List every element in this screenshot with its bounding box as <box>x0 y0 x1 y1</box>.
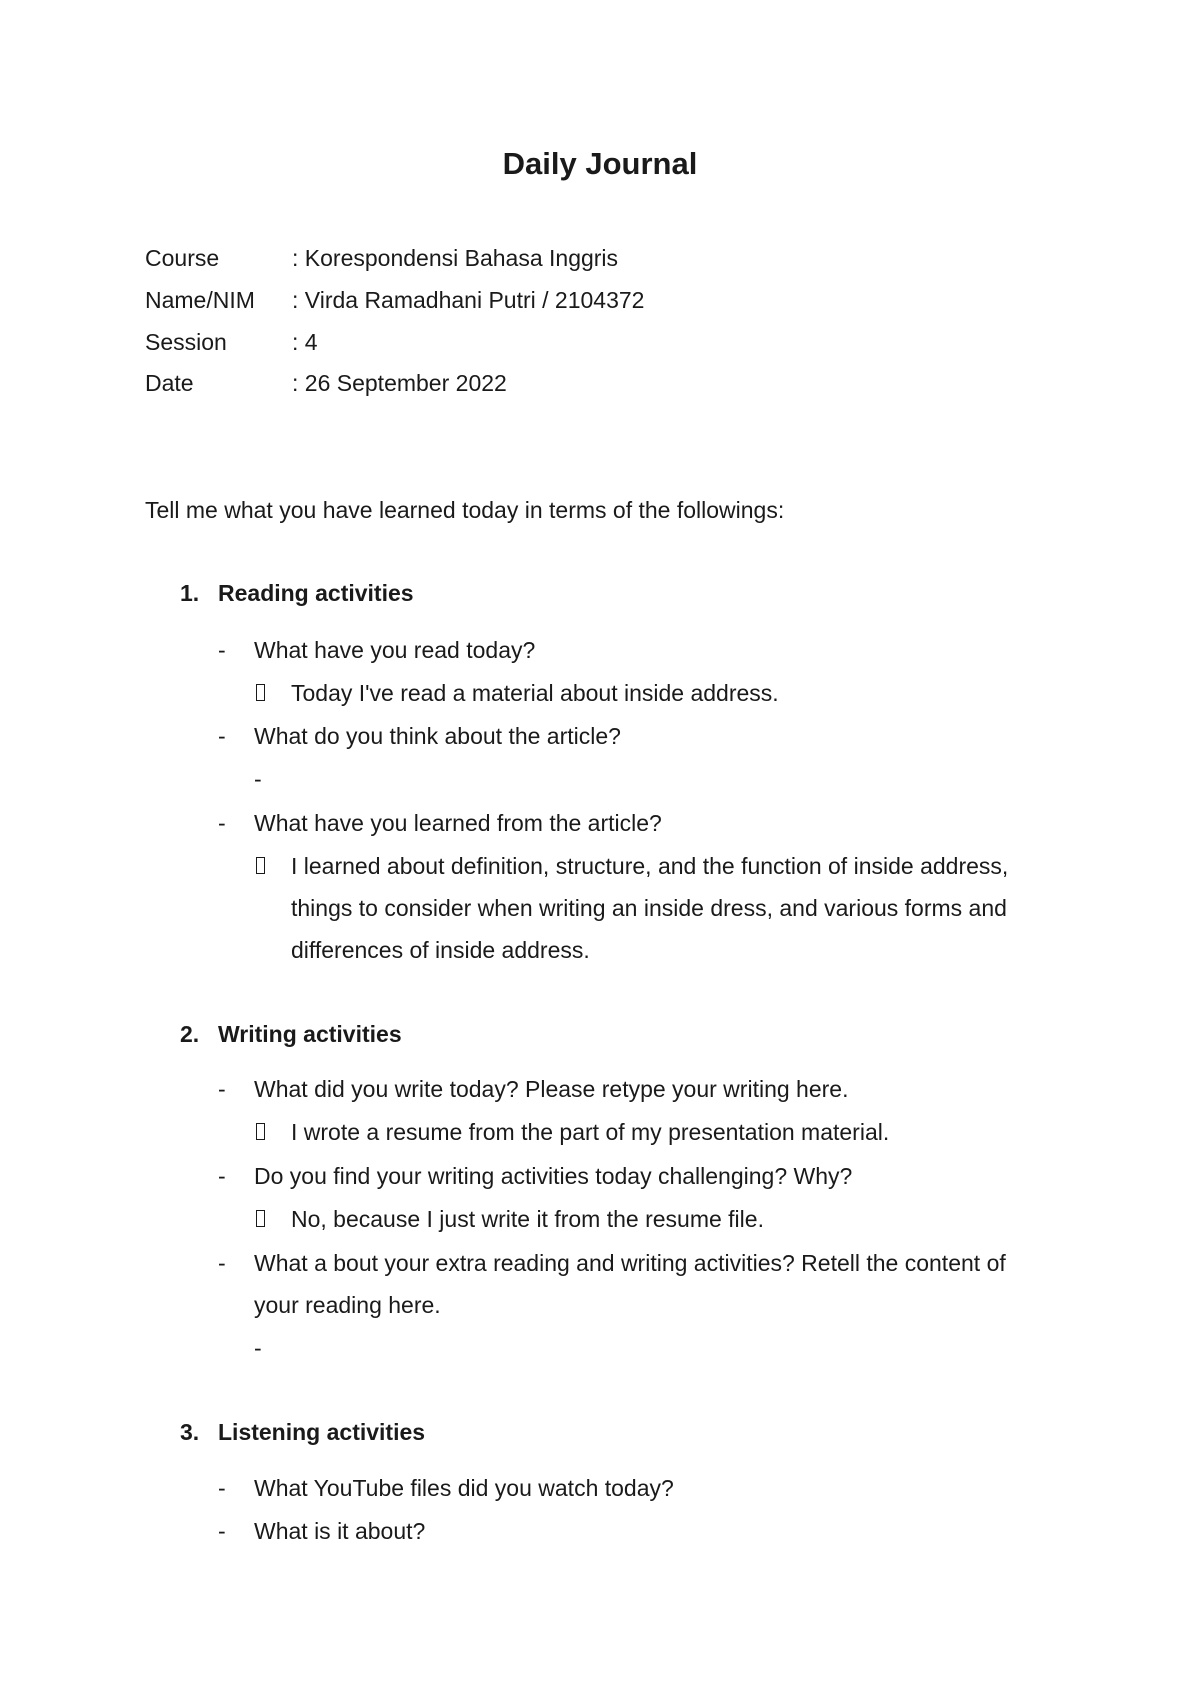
answer-bullet-icon <box>256 857 265 874</box>
answer-text: No, because I just write it from the resume file. <box>291 1206 764 1232</box>
answer-text: differences of inside address. <box>291 937 590 963</box>
answer-text: things to consider when writing an inside dress, and various forms and <box>291 895 1007 921</box>
section-number: 2. <box>180 1021 200 1047</box>
meta-value: : Korespondensi Bahasa Inggris <box>292 245 619 271</box>
meta-session <box>145 327 318 357</box>
question-text: your reading here. <box>254 1292 441 1318</box>
question-text: What did you write today? Please retype your writing here. <box>254 1076 849 1102</box>
intro-text: Tell me what you have learned today in terms of the followings: <box>145 497 785 523</box>
question-dash: - <box>218 810 226 836</box>
meta-date <box>145 368 507 398</box>
question-text: What YouTube files did you watch today? <box>254 1475 674 1501</box>
page-title: Daily Journal <box>502 146 698 181</box>
answer-bullet-icon <box>256 1210 265 1227</box>
answer-text: - <box>254 1335 262 1361</box>
meta-value: : 26 September 2022 <box>292 370 507 396</box>
answer-text: Today I've read a material about inside address. <box>291 680 779 706</box>
question-dash: - <box>218 1163 226 1189</box>
answer-text: - <box>254 766 262 792</box>
meta-label: Date <box>145 370 194 396</box>
section-heading-listening: Listening activities <box>218 1419 426 1445</box>
meta-name-nim <box>145 285 644 315</box>
question-dash: - <box>218 1076 226 1102</box>
question-text: What is it about? <box>254 1518 426 1544</box>
question-text: What do you think about the article? <box>254 723 621 749</box>
meta-value: : 4 <box>292 329 318 355</box>
section-number: 3. <box>180 1419 200 1445</box>
answer-bullet-icon <box>256 684 265 701</box>
question-text: What a bout your extra reading and writing activities? Retell the content of <box>254 1250 1006 1276</box>
question-text: Do you find your writing activities today challenging? Why? <box>254 1163 853 1189</box>
question-dash: - <box>218 1518 226 1544</box>
section-heading-reading: Reading activities <box>218 580 414 606</box>
section-heading-writing: Writing activities <box>218 1021 402 1047</box>
answer-bullet-icon <box>256 1123 265 1140</box>
meta-label: Name/NIM <box>145 287 255 313</box>
question-dash: - <box>218 1475 226 1501</box>
meta-label: Course <box>145 245 220 271</box>
answer-text: I wrote a resume from the part of my presentation material. <box>291 1119 890 1145</box>
question-dash: - <box>218 637 226 663</box>
meta-course <box>145 243 618 273</box>
question-dash: - <box>218 723 226 749</box>
question-text: What have you read today? <box>254 637 536 663</box>
meta-label: Session <box>145 329 227 355</box>
question-text: What have you learned from the article? <box>254 810 662 836</box>
answer-text: I learned about definition, structure, and the function of inside address, <box>291 853 1009 879</box>
meta-value: : Virda Ramadhani Putri / 2104372 <box>292 287 645 313</box>
section-number: 1. <box>180 580 200 606</box>
question-dash: - <box>218 1250 226 1276</box>
